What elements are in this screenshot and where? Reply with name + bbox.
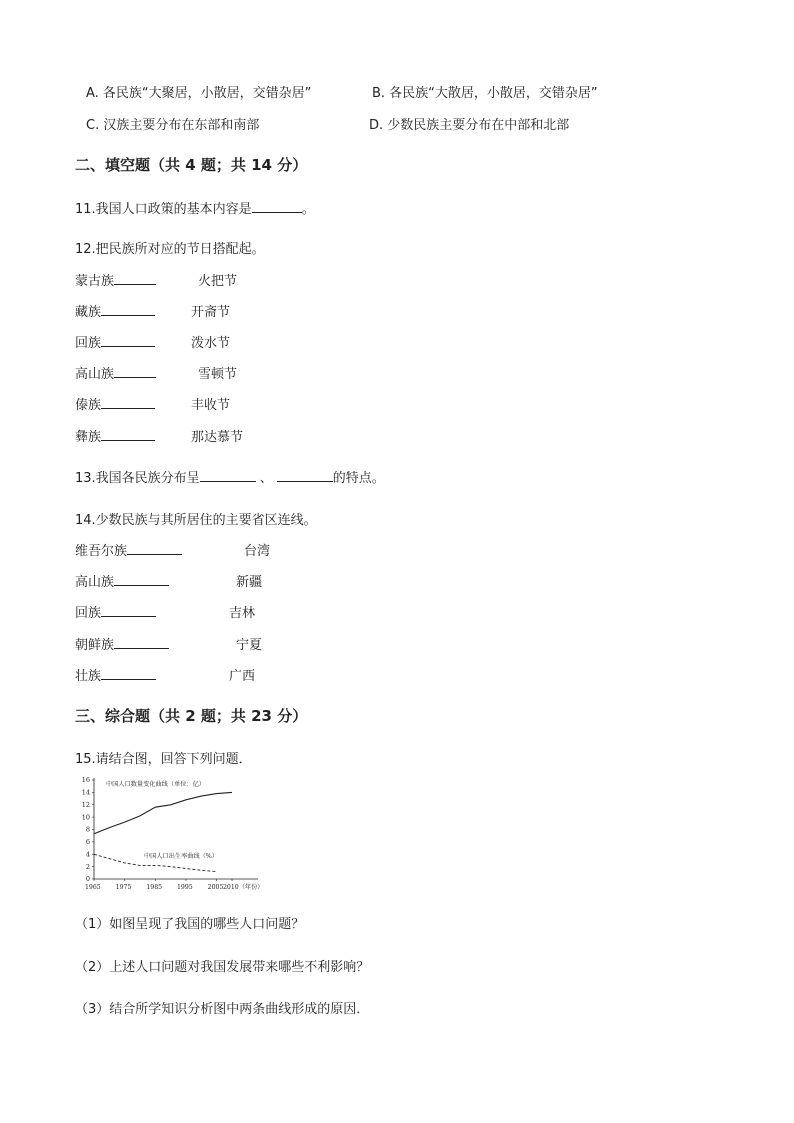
y-tick-label: 6 (85, 838, 90, 847)
x-tick-label: 2005 (207, 884, 224, 891)
option-b: B. 各民族“大散居，小散居，交错杂居” (372, 86, 598, 101)
y-tick-label: 4 (85, 850, 90, 859)
answer-blank[interactable] (114, 573, 169, 586)
y-tick-label: 10 (81, 813, 90, 822)
answer-blank[interactable] (101, 303, 155, 316)
question-13 (75, 467, 385, 486)
answer-blank[interactable] (101, 604, 156, 617)
x-tick-label: 1975 (115, 884, 132, 891)
question-14-text: 14.少数民族与其所居住的主要省区连线。 (75, 513, 317, 528)
question-15-sub-1: （1）如图呈现了我国的哪些人口问题？ (75, 917, 305, 932)
q12-right-item: 丰收节 (191, 398, 231, 413)
answer-blank[interactable] (101, 334, 155, 347)
q12-left-item: 高山族 (75, 363, 156, 382)
q12-right-item: 那达慕节 (191, 430, 244, 445)
y-tick-label: 14 (81, 788, 90, 797)
q12-left-item: 藏族 (75, 301, 155, 320)
q12-right-item: 泼水节 (191, 336, 231, 351)
y-tick-label: 16 (81, 776, 90, 785)
q14-left-item: 朝鲜族 (75, 634, 169, 653)
q12-right-item: 火把节 (198, 274, 238, 289)
q14-left-item: 壮族 (75, 665, 156, 684)
chart-axes (94, 778, 258, 879)
question-11-end: 。 (301, 202, 315, 217)
answer-blank[interactable] (114, 272, 156, 285)
population-line (94, 792, 232, 833)
question-12-text: 12.把民族所对应的节日搭配起。 (75, 242, 265, 257)
q14-right-item: 新疆 (236, 575, 263, 590)
question-13-text: 13.我国各民族分布呈 (75, 471, 200, 486)
q14-right-item: 吉林 (229, 606, 256, 621)
answer-blank[interactable] (277, 469, 333, 482)
y-tick-label: 12 (81, 800, 90, 809)
section-3-title: 三、综合题（共 2 题；共 23 分） (75, 707, 308, 725)
q12-left-item: 回族 (75, 332, 155, 351)
answer-blank[interactable] (252, 200, 302, 213)
answer-blank[interactable] (101, 667, 156, 680)
question-15-text: 15.请结合图，回答下列问题． (75, 752, 252, 767)
x-tick-label: 1965 (85, 884, 101, 891)
q12-left-item: 彝族 (75, 426, 155, 445)
y-tick-label: 2 (85, 862, 90, 871)
question-11-text: 11.我国人口政策的基本内容是 (75, 202, 252, 217)
q14-right-item: 广西 (229, 669, 256, 684)
answer-blank[interactable] (114, 636, 169, 649)
y-tick-label: 0 (85, 875, 90, 884)
answer-blank[interactable] (101, 428, 155, 441)
question-11 (75, 198, 315, 217)
q14-left-item: 回族 (75, 602, 156, 621)
answer-blank[interactable] (114, 365, 156, 378)
q12-left-item: 蒙古族 (75, 270, 156, 289)
q12-right-item: 雪顿节 (198, 367, 238, 382)
x-tick-label: 1995 (177, 884, 193, 891)
series-label-population: 中国人口数量变化曲线（单位：亿） (106, 781, 205, 788)
q12-left-item: 傣族 (75, 394, 155, 413)
question-15-sub-3: （3）结合所学知识分析图中两条曲线形成的原因． (75, 1002, 370, 1017)
q14-right-item: 台湾 (244, 544, 271, 559)
q14-left-item: 高山族 (75, 571, 169, 590)
q14-left-item: 维吾尔族 (75, 540, 182, 559)
chart-ticks (82, 776, 264, 891)
question-13-end: 的特点。 (332, 471, 385, 486)
x-tick-label: 2010（年份） (223, 884, 264, 891)
x-tick-label: 1985 (146, 884, 163, 891)
series-label-birth-rate: 中国人口出生率曲线（%） (144, 853, 218, 860)
section-2-title: 二、填空题（共 4 题；共 14 分） (75, 156, 308, 174)
q14-right-item: 宁夏 (236, 638, 263, 653)
answer-blank[interactable] (101, 396, 155, 409)
answer-blank[interactable] (127, 542, 182, 555)
population-chart (72, 773, 272, 895)
q12-right-item: 开斋节 (191, 305, 231, 320)
question-15-sub-2: （2）上述人口问题对我国发展带来哪些不利影响？ (75, 960, 370, 975)
option-d: D. 少数民族主要分布在中部和北部 (369, 118, 570, 133)
option-c: C. 汉族主要分布在东部和南部 (86, 118, 260, 133)
question-13-sep: 、 (259, 471, 273, 486)
answer-blank[interactable] (200, 469, 256, 482)
y-tick-label: 8 (85, 825, 90, 834)
option-a: A. 各民族“大聚居，小散居，交错杂居” (86, 86, 312, 101)
